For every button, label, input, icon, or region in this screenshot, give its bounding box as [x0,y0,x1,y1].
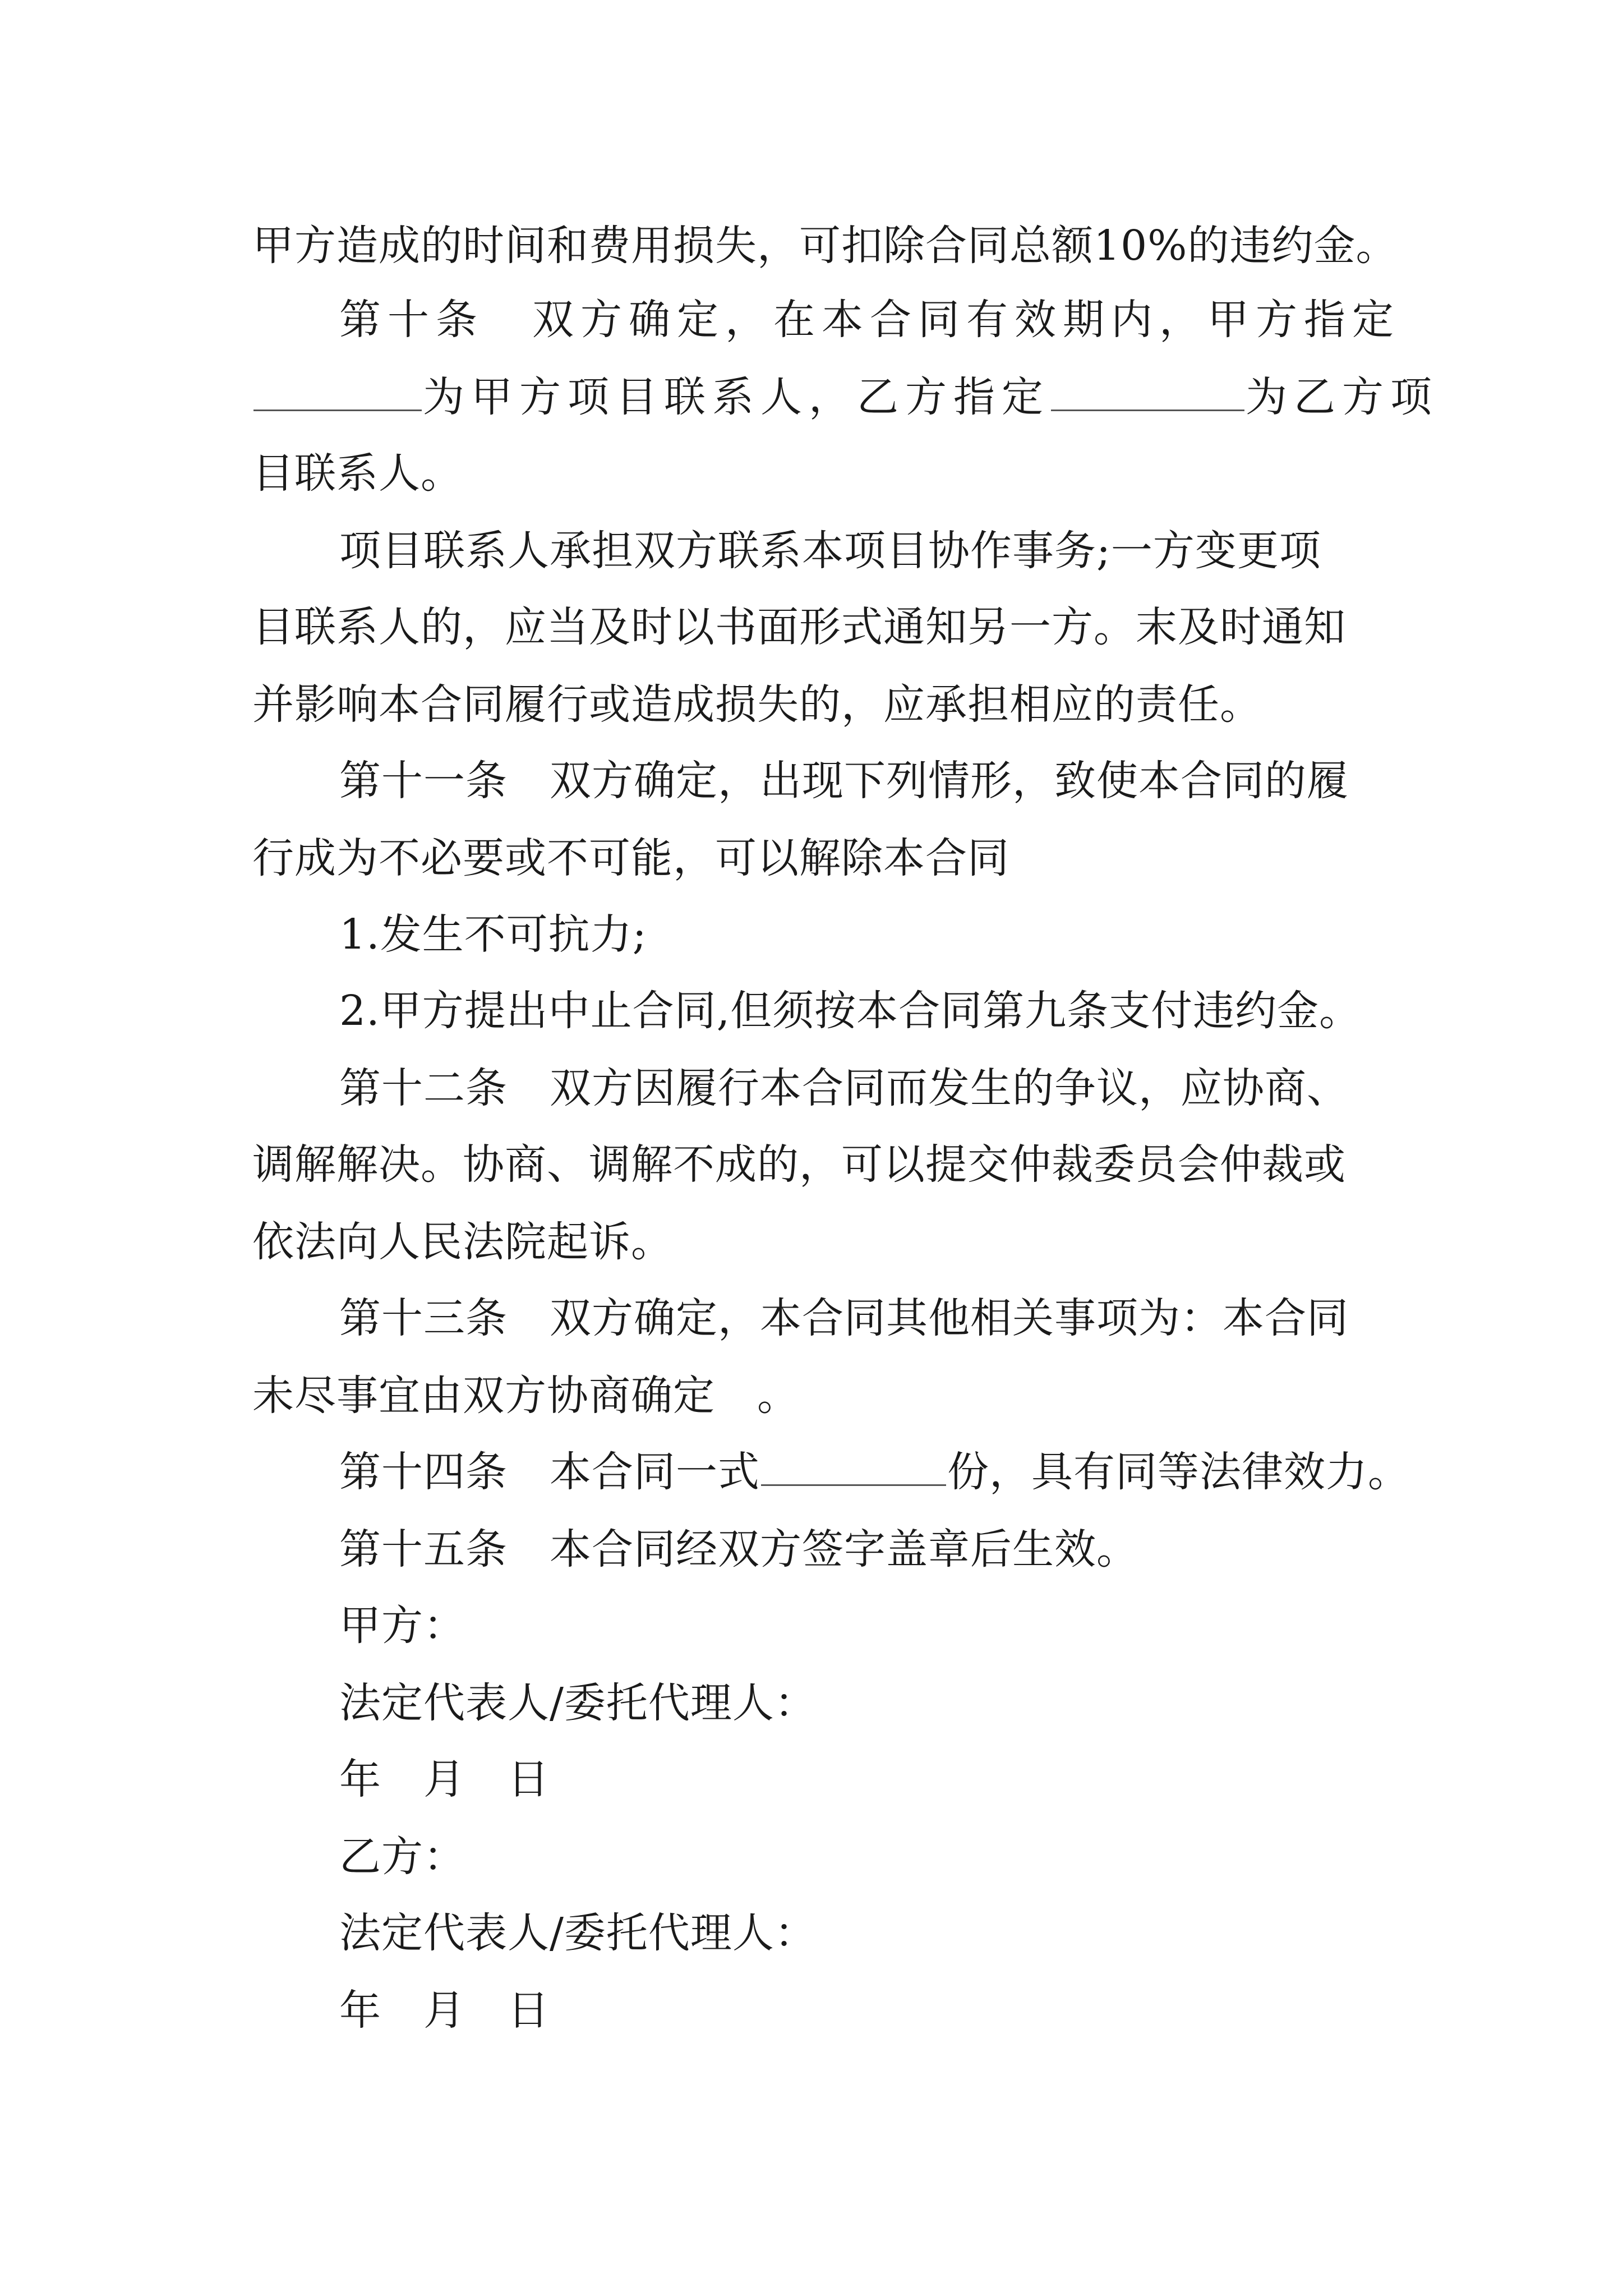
text-line [339,292,1517,348]
clause-9-tail: 甲方造成的时间和费用损失，可扣除合同总额10%的违约金。 [252,222,1398,270]
party-a-contact-blank[interactable] [253,372,422,411]
clause-14-heading: 第十四条 本合同一式 [339,1448,760,1496]
clause-10-heading: 第十条 双方确定，在本合同有效期内，甲方指定 [339,296,1400,344]
contact-paragraph: 目联系人的，应当及时以书面形式通知另一方。末及时通知 [252,603,1346,651]
text-line [339,1060,1517,1116]
text-line [339,983,1517,1039]
clause-10-text: 目联系人。 [252,449,463,498]
text-line [252,369,1438,425]
party-a-representative-label: 法定代表人/委托代理人： [339,1679,817,1727]
party-b-label: 乙方： [339,1833,465,1881]
text-line [339,1290,1517,1346]
contact-paragraph: 项目联系人承担双方联系本项目协作事务;一方变更项 [339,527,1321,575]
party-b-date-label: 年 月 日 [339,1986,550,2035]
text-line [252,830,1430,886]
text-line [339,1982,1517,2039]
party-a-label: 甲方： [339,1602,465,1650]
text-line [252,445,1430,501]
clause-10-text: 为乙方项 [1246,373,1438,421]
text-line [252,677,1430,733]
clause-13-text: 未尽事宜由双方协商确定 。 [252,1372,799,1420]
party-b-representative-label: 法定代表人/委托代理人： [339,1909,817,1957]
clause-11-heading: 第十一条 双方确定，出现下列情形，致使本合同的履 [339,757,1349,805]
text-line [252,1214,1430,1270]
text-line [339,1521,1517,1577]
text-line [339,523,1517,579]
copies-count-blank[interactable] [761,1447,946,1486]
contact-paragraph: 并影响本合同履行或造成损失的，应承担相应的责任。 [252,680,1262,729]
clause-11-item-1: 1.发生不可抗力; [339,910,647,959]
text-line [339,1905,1517,1961]
clause-13-heading: 第十三条 双方确定，本合同其他相关事项为：本合同 [339,1294,1349,1342]
clause-10-text: 为甲方项目联系人，乙方指定 [423,373,1050,421]
clause-12-text: 依法向人民法院起诉。 [252,1218,673,1266]
text-line [339,1598,1517,1654]
clause-11-text: 行成为不必要或不可能，可以解除本合同 [252,834,1009,882]
clause-15-heading: 第十五条 本合同经双方签字盖章后生效。 [339,1525,1138,1573]
text-line [339,753,1517,809]
clause-14-text: 份，具有同等法律效力。 [947,1448,1410,1496]
text-line [252,1137,1430,1193]
text-line [339,1751,1517,1807]
clause-11-item-2: 2.甲方提出中止合同,但须按本合同第九条支付违约金。 [339,987,1362,1035]
text-line [339,907,1517,963]
text-line [339,1675,1517,1731]
text-line [339,1444,1517,1500]
clause-12-heading: 第十二条 双方因履行本合同而发生的争议，应协商、 [339,1064,1349,1112]
text-line [339,1829,1517,1885]
text-line [252,599,1430,655]
party-b-contact-blank[interactable] [1051,372,1244,411]
party-a-date-label: 年 月 日 [339,1755,550,1803]
clause-12-text: 调解解决。协商、调解不成的，可以提交仲裁委员会仲裁或 [252,1140,1346,1189]
text-line [252,218,1430,274]
text-line [252,1368,1430,1424]
